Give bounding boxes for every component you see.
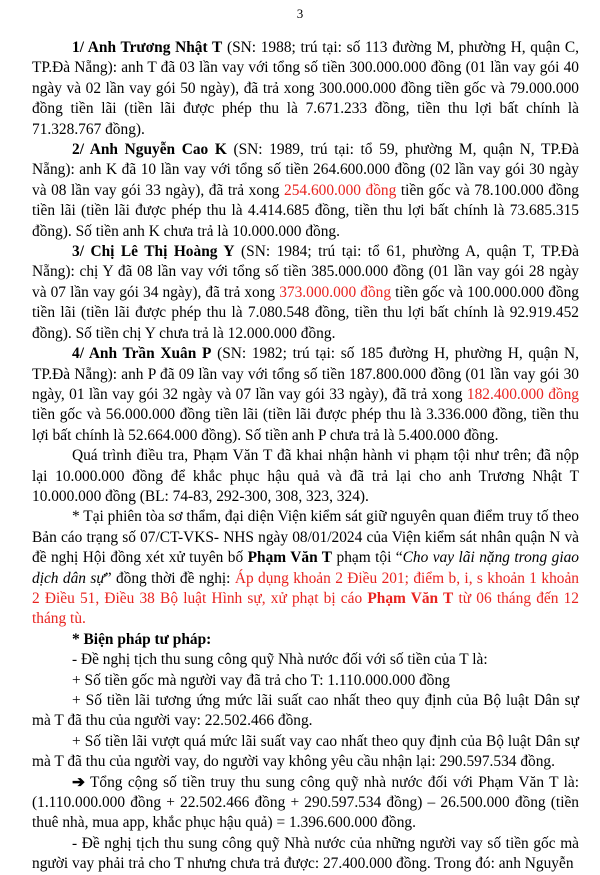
paragraph-text: (SN: 1988; trú tại: số 113 đường M, phường H, quận C, TP.Đà Nẵng): anh T đã 03 lần vay với tổng số tiền 300.000.000 đồng (01 lần vay gói 40 ngày và 02 lần vay gói 50 ngày), đã trả xong 300.000.000 đồng tiền gốc và 79.000.000 đồng tiền lãi (tiền lãi được phép thu là 7.671.233 đồng, tiền thu lợi bất chính là 71.328.767 đồng).: [32, 39, 579, 138]
paragraph-text: Tổng cộng số tiền truy thu sung công quỹ nhà nước đối với Phạm Văn T là: (1.110.000.000 đồng + 22.502.466 đồng + 290.597.534 đồng) – 26.500.000 đồng (tiền thuê nhà, mua app, khắc phục hậu quả) = 1.396.600.000 đồng.: [32, 773, 579, 832]
paragraph-investigation: Quá trình điều tra, Phạm Văn T đã khai nhận hành vi phạm tội như trên; đã nộp lại 10.000.000 đồng để khắc phục hậu quả và đã trả lại cho anh Trương Nhật T 10.000.000 đồng (BL: 74-83, 292-300, 308, 323, 324).: [32, 447, 579, 505]
paragraph-text: (SN: 1984; trú tại: tổ 61, phường A, quận T, TP.Đà Nẵng): chị Y đã 08 lần vay với tổng số tiền 385.000.000 đồng (01 lần vay gói 28 ngày và 07 lần vay gói 34 ngày), đã trả xong: [32, 243, 580, 301]
list-item: + Số tiền gốc mà người vay đã trả cho T: 1.110.000.000 đồng: [72, 671, 450, 689]
borrower-name: 1/ Anh Trương Nhật T: [72, 39, 223, 56]
paragraph-prosecution: [32, 507, 579, 629]
borrower-name: 3/ Chị Lê Thị Hoàng Y: [72, 243, 235, 261]
list-item: - Đề nghị tịch thu sung công quỹ Nhà nước của những người vay số tiền gốc mà người vay phải trả cho T nhưng chưa trả được: 27.400.000 đồng. Trong đó: anh Nguyễn: [32, 834, 579, 873]
borrower-name: 4/ Anh Trần Xuân P: [72, 345, 212, 363]
paragraph-text: (SN: 1989, trú tại: tổ 59, phường M, quận N, TP.Đà Nẵng): anh K đã 10 lần vay với tổng số tiền 264.600.000 đồng (02 lần vay gói 30 ngày và 08 lần vay gói 33 ngày), đã trả xong: [32, 141, 580, 199]
paragraph-text: * Tại phiên tòa sơ thẩm, đại diện Viện kiểm sát giữ nguyên quan điểm truy tố theo Bản cáo trạng số 07/CT-VKS- NHS ngày 08/01/2024 của Viện kiểm sát nhân quận N và đề nghị Hội đồng xét xử tuyên bố: [32, 508, 579, 567]
list-item: + Số tiền lãi vượt quá mức lãi suất vay cao nhất theo quy định của Bộ luật Dân sự mà T đã thu của người vay, do người vay không yêu cầu nhận lại: 290.597.534 đồng.: [32, 732, 579, 771]
paragraph-borrower-3: [32, 242, 579, 344]
sentence-defendant-name: Phạm Văn T: [367, 589, 454, 607]
paragraph-text: phạm tội “: [332, 549, 403, 567]
paragraph-text: tiền gốc và 100.000.000 đồng tiền lãi (tiền lãi được phép thu là 7.080.548 đồng, tiền thu lợi bất chính là 92.919.452 đồng). Số tiền chị Y chưa trả là 12.000.000 đồng.: [32, 283, 579, 342]
sentence-request: từ 06 tháng đến 12 tháng tù.: [32, 589, 579, 628]
paragraph-borrower-2: [32, 140, 579, 242]
section-heading: * Biện pháp tư pháp:: [72, 630, 212, 648]
sentence-request: Áp dụng khoản 2 Điều 201; điểm b, i, s khoản 1 khoản 2 Điều 51, Điều 38 Bộ luật Hình sự, xử phạt bị cáo: [32, 569, 579, 607]
borrower-name: 2/ Anh Nguyễn Cao K: [72, 141, 227, 159]
paragraph-text: ” đồng thời đề nghị:: [104, 569, 235, 587]
arrow-right-icon: ➔: [72, 773, 85, 791]
highlighted-amount: 182.400.000 đồng: [466, 385, 579, 403]
paragraph-text: tiền gốc và 56.000.000 đồng tiền lãi (tiền lãi được phép thu là 3.336.000 đồng, tiền thu lợi bất chính là 52.664.000 đồng). Số tiền anh P chưa trả là 5.400.000 đồng.: [32, 406, 579, 444]
charge-name: Cho vay lãi nặng trong giao dịch dân sự: [32, 549, 579, 587]
list-item: - Đề nghị tịch thu sung công quỹ Nhà nước đối với số tiền của T là:: [72, 651, 488, 669]
highlighted-amount: 373.000.000 đồng: [279, 283, 392, 301]
paragraph-borrower-4: [32, 344, 579, 446]
paragraph-text: tiền gốc và 78.100.000 đồng tiền lãi (tiền lãi được phép thu là 4.414.685 đồng, tiền thu lợi bất chính là 73.685.315 đồng). Số tiền anh K chưa trả là 10.000.000 đồng.: [32, 181, 579, 240]
list-item: + Số tiền lãi tương ứng mức lãi suất cao nhất theo quy định của Bộ luật Dân sự mà T đã thu của người vay: 22.502.466 đồng.: [32, 692, 579, 730]
document-body: [32, 38, 579, 875]
defendant-name: Phạm Văn T: [247, 549, 333, 567]
paragraph-borrower-1: [32, 38, 579, 140]
paragraph-text: (SN: 1982; trú tại: số 185 đường H, phường H, quận N, TP.Đà Nẵng): anh P đã 09 lần vay với tổng số tiền 187.800.000 đồng (01 lần vay gói 30 ngày, 01 lần vay gói 32 ngày và 07 lần vay gói 33 ngày), đã trả xong: [32, 345, 579, 403]
page-number: 3: [296, 6, 304, 21]
highlighted-amount: 254.600.000 đồng: [284, 181, 397, 199]
